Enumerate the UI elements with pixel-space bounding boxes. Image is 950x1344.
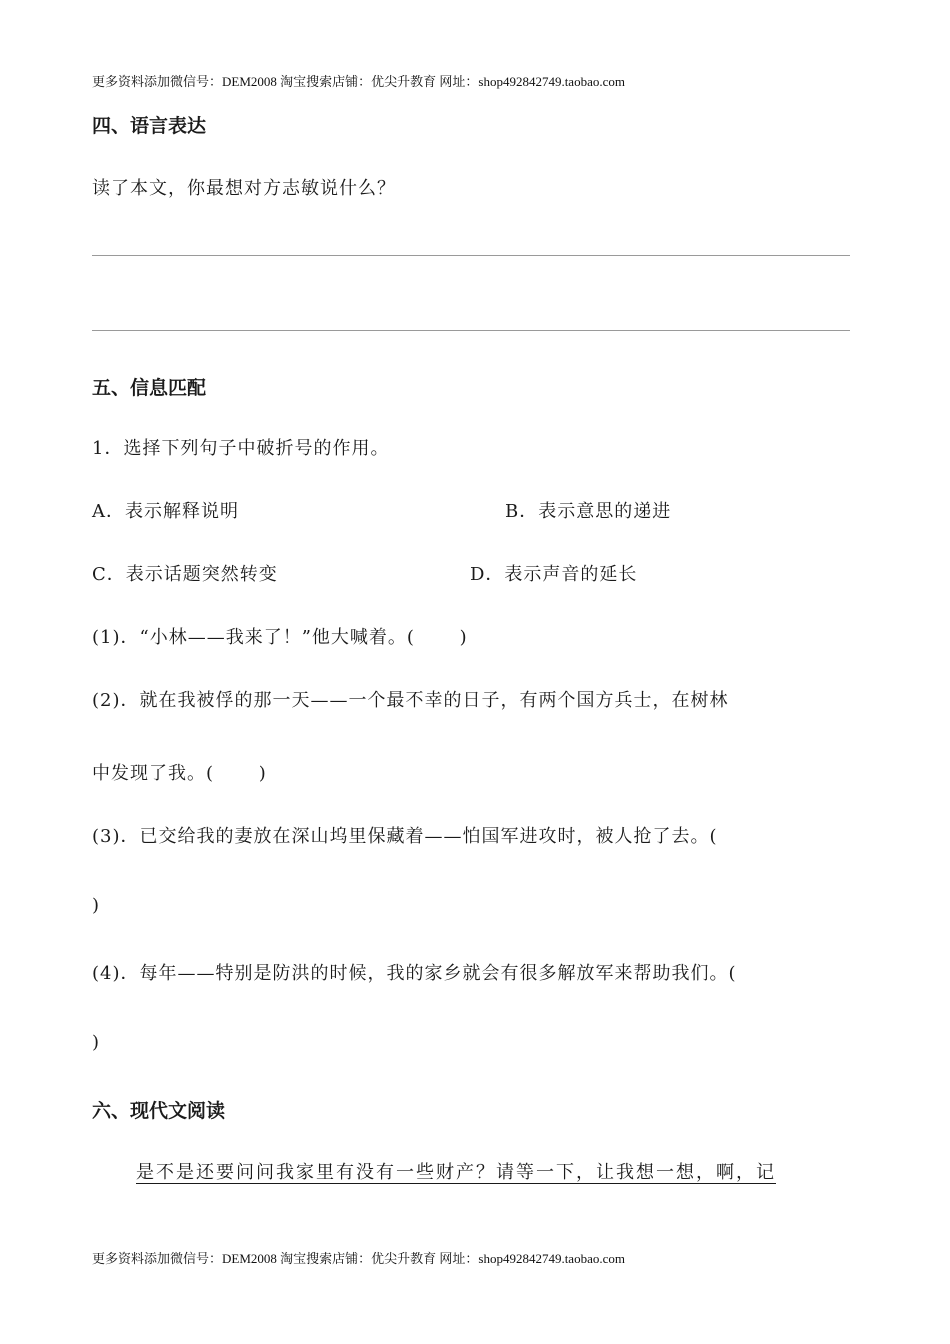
- question-4-line-1: (4)．每年——特别是防洪的时候，我的家乡就会有很多解放军来帮助我们。(: [92, 963, 737, 984]
- section-title-modern-reading: 六、现代文阅读: [92, 1100, 226, 1122]
- answer-line-2[interactable]: [92, 330, 850, 331]
- page-footer: 更多资料添加微信号：DEM2008 淘宝搜索店铺：优尖升教育 网址：shop492842749.taobao.com: [92, 1251, 625, 1266]
- option-b: B．表示意思的递进: [505, 501, 672, 522]
- section-title-language-expression: 四、语言表达: [92, 115, 207, 137]
- question-2-line-1: (2)．就在我被俘的那一天——一个最不幸的日子，有两个国方兵士，在树林: [92, 690, 729, 711]
- question-2-line-2: 中发现了我。( ): [92, 763, 267, 784]
- option-c: C．表示话题突然转变: [92, 564, 278, 585]
- option-d: D．表示声音的延长: [470, 564, 638, 585]
- question-1: (1)．“小林——我来了！”他大喊着。( ): [92, 627, 468, 648]
- instruction-text: 1．选择下列句子中破折号的作用。: [92, 438, 390, 459]
- answer-line-1[interactable]: [92, 255, 850, 256]
- question-text: 读了本文，你最想对方志敏说什么？: [92, 178, 396, 199]
- option-a: A．表示解释说明: [92, 501, 239, 522]
- section-title-information-matching: 五、信息匹配: [92, 377, 207, 399]
- question-4-line-2: ): [92, 1032, 101, 1053]
- question-3-line-2: ): [92, 895, 101, 916]
- passage-line-1: 是不是还要问问我家里有没有一些财产？请等一下，让我想一想，啊，记: [136, 1162, 776, 1183]
- page-header: 更多资料添加微信号：DEM2008 淘宝搜索店铺：优尖升教育 网址：shop492842749.taobao.com: [92, 74, 625, 89]
- question-3-line-1: (3)．已交给我的妻放在深山坞里保藏着——怕国军进攻时，被人抢了去。(: [92, 826, 718, 847]
